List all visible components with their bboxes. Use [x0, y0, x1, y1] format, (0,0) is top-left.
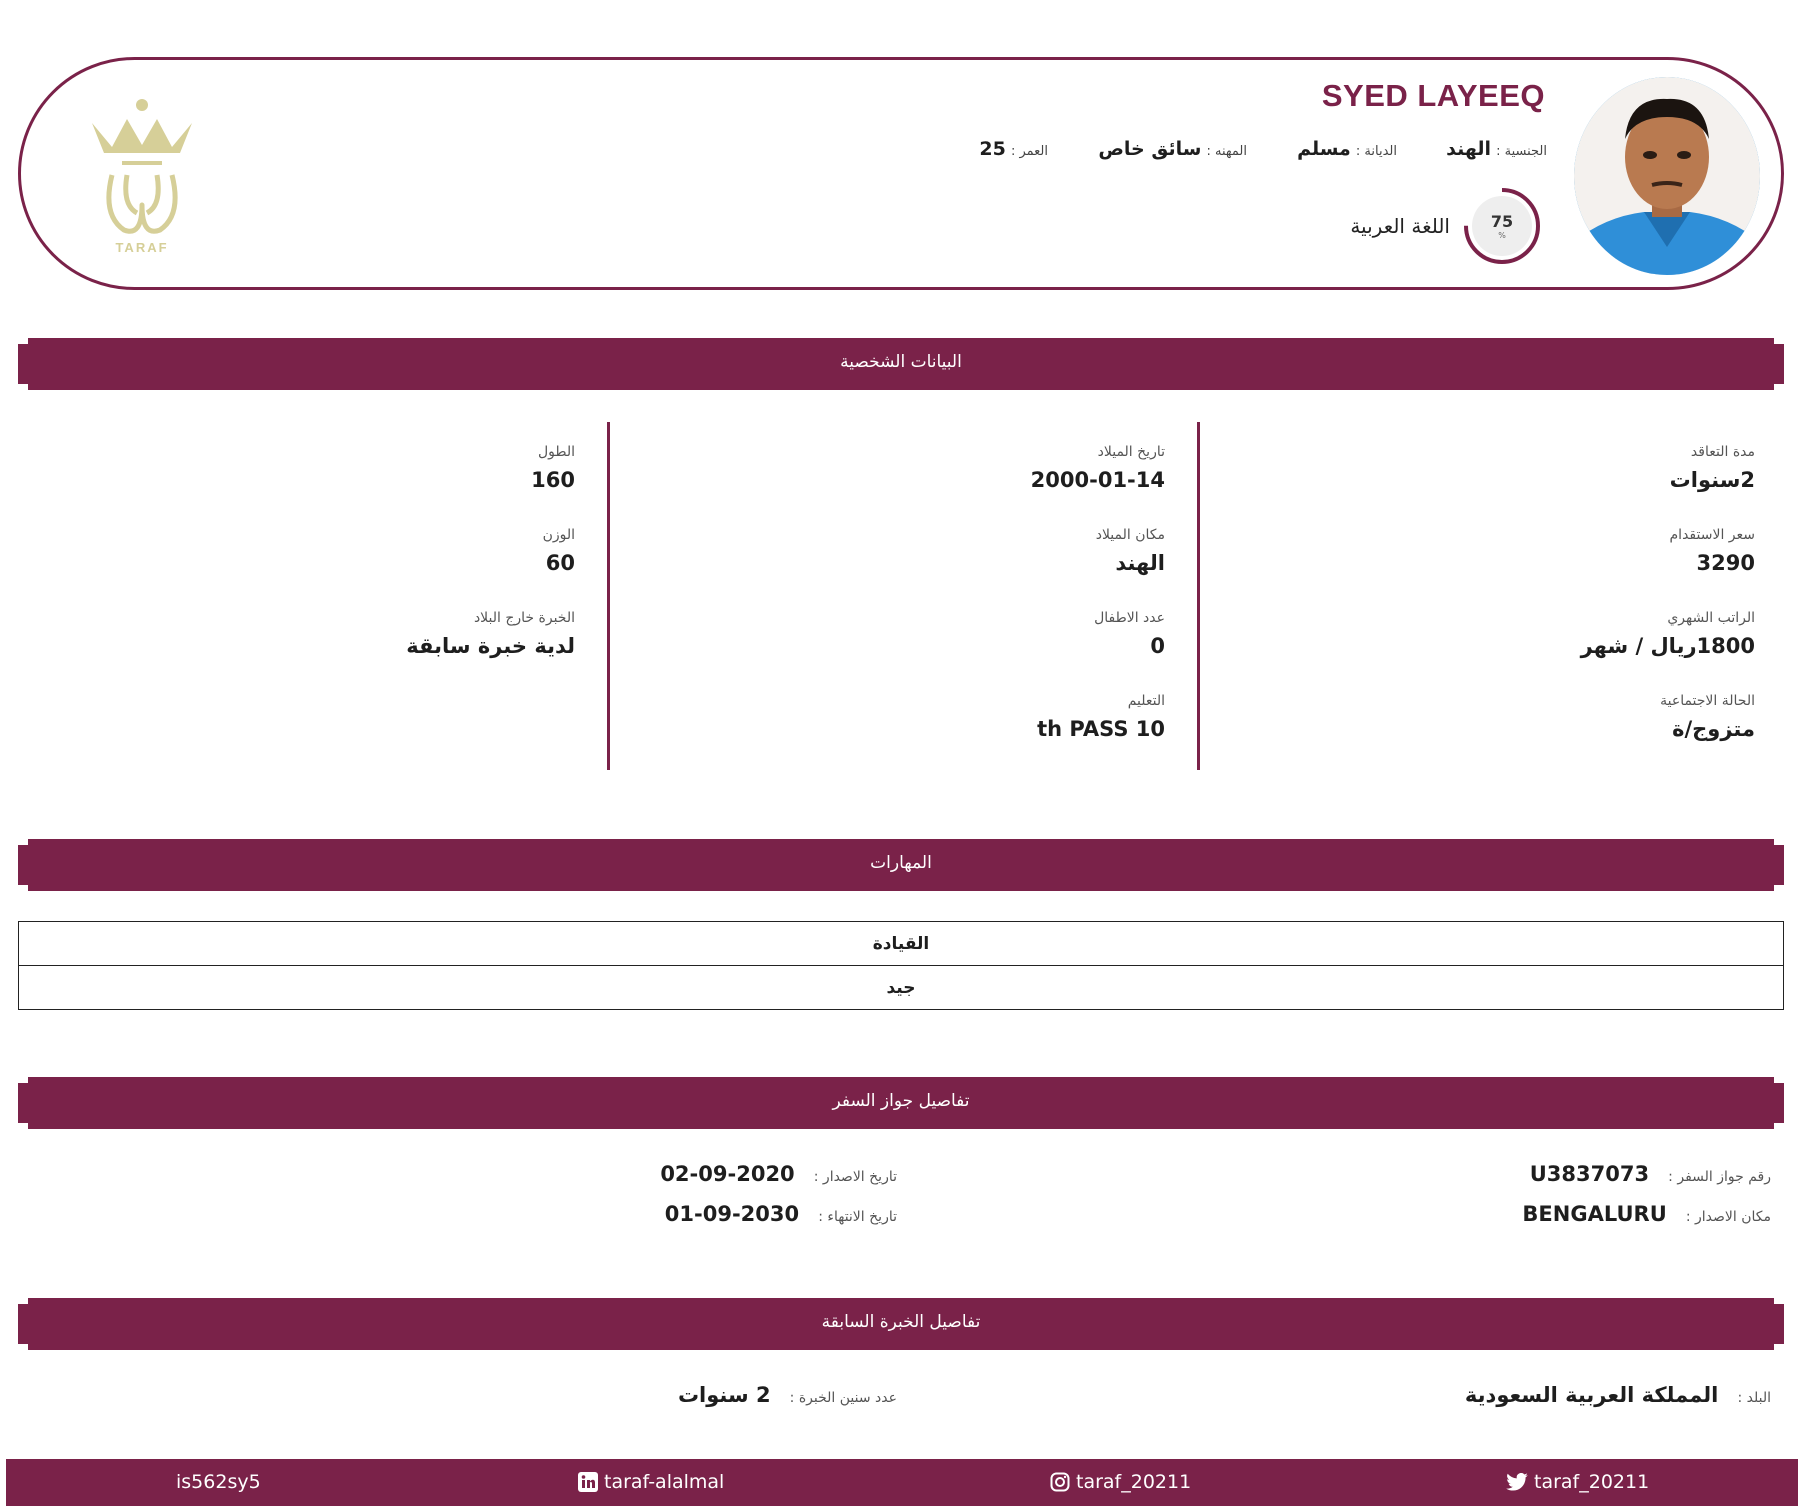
contract-duration-value: 2سنوات: [1669, 468, 1755, 492]
passport-issue-place: [1522, 1202, 1771, 1226]
linkedin-handle: taraf-alalmal: [604, 1471, 725, 1493]
monthly-salary: [1581, 610, 1755, 658]
abroad-experience-value: لدية خبرة سابقة: [406, 634, 575, 658]
candidate-name: SYED LAYEEQ: [1321, 78, 1545, 113]
religion: [1297, 138, 1397, 160]
experience-country-label: البلد :: [1737, 1390, 1771, 1406]
height-label: الطول: [537, 444, 575, 460]
section-skills-title: المهارات: [870, 853, 932, 873]
section-skills-header: [18, 839, 1784, 891]
skills-table: [18, 921, 1784, 1010]
language-percent-sign: %: [1498, 231, 1506, 240]
section-experience-title: تفاصيل الخبرة السابقة: [821, 1312, 981, 1332]
education-value: 10 th PASS: [1037, 717, 1165, 741]
language-progress-ring: [1462, 186, 1542, 266]
weight-value: 60: [545, 551, 575, 575]
column-divider: [1197, 422, 1200, 770]
profession: [1098, 138, 1247, 160]
age-value: 25: [979, 138, 1006, 160]
column-divider: [607, 422, 610, 770]
birth-date-value: 2000-01-14: [1030, 468, 1165, 492]
experience-years-value: 2 سنوات: [677, 1383, 771, 1407]
passport-issue-place-label: مكان الاصدار :: [1685, 1209, 1771, 1225]
experience-country: [1465, 1383, 1771, 1407]
section-passport-title: تفاصيل جواز السفر: [832, 1091, 970, 1111]
profile-photo: [1574, 77, 1760, 275]
education: [1037, 693, 1165, 741]
contract-duration-label: مدة التعاقد: [1690, 444, 1755, 460]
table-row: [19, 922, 1784, 966]
passport-expiry-date-label: تاريخ الانتهاء :: [818, 1209, 897, 1225]
passport-issue-place-value: BENGALURU: [1522, 1202, 1667, 1226]
nationality: [1446, 138, 1547, 160]
passport-number-label: رقم جواز السفر :: [1668, 1169, 1771, 1185]
religion-value: مسلم: [1297, 138, 1351, 160]
nationality-value: الهند: [1446, 138, 1492, 160]
passport-issue-date: [660, 1162, 897, 1186]
twitter-link[interactable]: [1506, 1471, 1649, 1493]
birth-place-value: الهند: [1115, 551, 1165, 575]
instagram-icon: [1050, 1472, 1070, 1492]
section-passport-header: [18, 1077, 1784, 1129]
education-label: التعليم: [1127, 693, 1165, 709]
height-value: 160: [531, 468, 575, 492]
footer: [6, 1459, 1798, 1506]
skill-level: جيد: [19, 966, 1784, 1010]
profession-value: سائق خاص: [1098, 138, 1202, 160]
language-percent: 75: [1490, 212, 1514, 231]
monthly-salary-label: الراتب الشهري: [1667, 610, 1755, 626]
profession-label: المهنه :: [1206, 144, 1247, 159]
nationality-label: الجنسية :: [1496, 144, 1547, 159]
religion-label: الديانة :: [1355, 144, 1397, 159]
taraf-logo: [82, 95, 202, 260]
passport-issue-date-value: 2020-09-02: [660, 1162, 795, 1186]
experience-years: [678, 1383, 897, 1407]
recruitment-price-label: سعر الاستقدام: [1669, 527, 1755, 543]
weight: [543, 527, 575, 575]
table-row: [19, 966, 1784, 1010]
passport-issue-date-label: تاريخ الاصدار :: [813, 1169, 897, 1185]
section-experience-header: [18, 1298, 1784, 1350]
children-count-value: 0: [1150, 634, 1165, 658]
recruitment-price: [1670, 527, 1755, 575]
passport-number: [1530, 1162, 1771, 1186]
experience-country-value: المملكة العربية السعودية: [1464, 1383, 1719, 1407]
marital-status: [1660, 693, 1755, 741]
linkedin-link[interactable]: [578, 1471, 724, 1493]
children-count-label: عدد الاطفال: [1094, 610, 1165, 626]
abroad-experience: [406, 610, 575, 658]
birth-place-label: مكان الميلاد: [1095, 527, 1165, 543]
children-count: [1094, 610, 1165, 658]
marital-status-value: متزوج/ة: [1672, 717, 1755, 741]
birth-date: [1031, 444, 1165, 492]
twitter-icon: [1506, 1473, 1528, 1491]
logo-text: TARAF: [115, 240, 169, 255]
birth-place: [1096, 527, 1165, 575]
footer-code-text: is562sy5: [176, 1471, 261, 1493]
passport-expiry-date: [665, 1202, 897, 1226]
section-personal-header: [18, 338, 1784, 390]
monthly-salary-value: 1800ريال / شهر: [1580, 634, 1755, 658]
age: [979, 138, 1048, 160]
instagram-handle: taraf_20211: [1076, 1471, 1192, 1493]
birth-date-label: تاريخ الميلاد: [1097, 444, 1165, 460]
weight-label: الوزن: [542, 527, 575, 543]
linkedin-icon: [578, 1472, 598, 1492]
language-label: اللغة العربية: [1350, 214, 1450, 238]
experience-years-label: عدد سنين الخبرة :: [789, 1390, 897, 1406]
section-personal-title: البيانات الشخصية: [840, 352, 962, 372]
footer-code: [176, 1471, 261, 1493]
passport-number-value: U3837073: [1529, 1162, 1650, 1186]
passport-expiry-date-value: 2030-09-01: [664, 1202, 800, 1226]
skill-name: القيادة: [19, 922, 1784, 966]
height: [531, 444, 575, 492]
age-label: العمر :: [1010, 144, 1048, 159]
twitter-handle: taraf_20211: [1534, 1471, 1650, 1493]
instagram-link[interactable]: [1050, 1471, 1191, 1493]
contract-duration: [1670, 444, 1755, 492]
abroad-experience-label: الخبرة خارج البلاد: [473, 610, 575, 626]
recruitment-price-value: 3290: [1696, 551, 1755, 575]
marital-status-label: الحالة الاجتماعية: [1660, 693, 1755, 709]
